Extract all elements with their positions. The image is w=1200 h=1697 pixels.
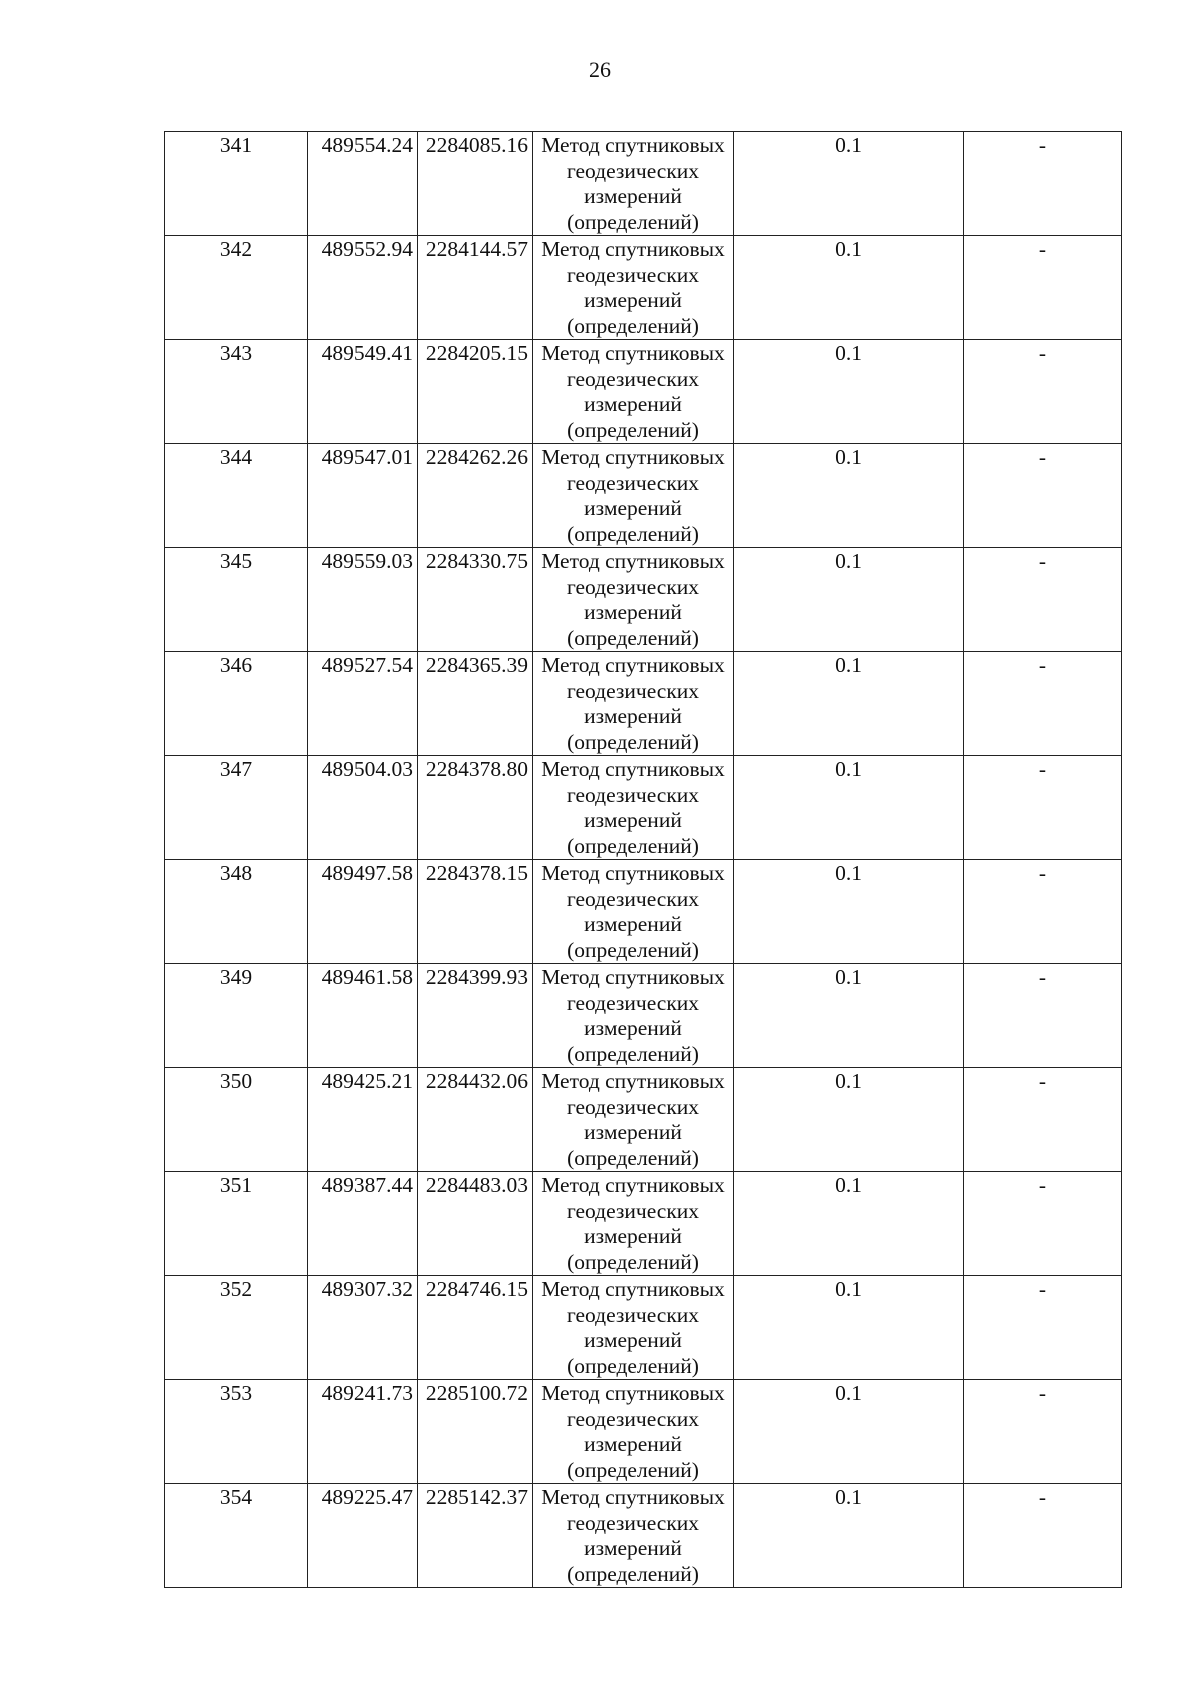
method-cell: Метод спутниковых геодезических измерений (определений) <box>533 340 734 444</box>
table-row <box>165 1068 1122 1172</box>
point-number-cell: 349 <box>165 964 308 1068</box>
x-coordinate-cell: 489241.73 <box>308 1380 418 1484</box>
note-cell: - <box>964 132 1122 236</box>
x-coordinate-cell: 489527.54 <box>308 652 418 756</box>
point-number-cell: 346 <box>165 652 308 756</box>
x-coordinate-cell: 489547.01 <box>308 444 418 548</box>
y-coordinate-cell: 2284262.26 <box>418 444 533 548</box>
note-cell: - <box>964 652 1122 756</box>
note-cell: - <box>964 1484 1122 1588</box>
table-row <box>165 132 1122 236</box>
accuracy-cell: 0.1 <box>734 340 964 444</box>
point-number-cell: 351 <box>165 1172 308 1276</box>
x-coordinate-cell: 489387.44 <box>308 1172 418 1276</box>
y-coordinate-cell: 2284746.15 <box>418 1276 533 1380</box>
accuracy-cell: 0.1 <box>734 1172 964 1276</box>
method-cell: Метод спутниковых геодезических измерений (определений) <box>533 236 734 340</box>
y-coordinate-cell: 2284399.93 <box>418 964 533 1068</box>
note-cell: - <box>964 548 1122 652</box>
point-number-cell: 350 <box>165 1068 308 1172</box>
method-cell: Метод спутниковых геодезических измерений (определений) <box>533 1380 734 1484</box>
x-coordinate-cell: 489497.58 <box>308 860 418 964</box>
accuracy-cell: 0.1 <box>734 1276 964 1380</box>
method-cell: Метод спутниковых геодезических измерений (определений) <box>533 756 734 860</box>
method-cell: Метод спутниковых геодезических измерений (определений) <box>533 1276 734 1380</box>
method-cell: Метод спутниковых геодезических измерений (определений) <box>533 1484 734 1588</box>
accuracy-cell: 0.1 <box>734 236 964 340</box>
method-cell: Метод спутниковых геодезических измерений (определений) <box>533 1068 734 1172</box>
accuracy-cell: 0.1 <box>734 652 964 756</box>
method-cell: Метод спутниковых геодезических измерений (определений) <box>533 1172 734 1276</box>
y-coordinate-cell: 2284378.80 <box>418 756 533 860</box>
method-cell: Метод спутниковых геодезических измерений (определений) <box>533 132 734 236</box>
x-coordinate-cell: 489461.58 <box>308 964 418 1068</box>
point-number-cell: 353 <box>165 1380 308 1484</box>
y-coordinate-cell: 2284085.16 <box>418 132 533 236</box>
note-cell: - <box>964 1380 1122 1484</box>
point-number-cell: 354 <box>165 1484 308 1588</box>
method-cell: Метод спутниковых геодезических измерений (определений) <box>533 652 734 756</box>
y-coordinate-cell: 2284483.03 <box>418 1172 533 1276</box>
method-cell: Метод спутниковых геодезических измерений (определений) <box>533 548 734 652</box>
table-row <box>165 860 1122 964</box>
y-coordinate-cell: 2285142.37 <box>418 1484 533 1588</box>
point-number-cell: 345 <box>165 548 308 652</box>
note-cell: - <box>964 860 1122 964</box>
accuracy-cell: 0.1 <box>734 860 964 964</box>
y-coordinate-cell: 2284432.06 <box>418 1068 533 1172</box>
method-cell: Метод спутниковых геодезических измерений (определений) <box>533 444 734 548</box>
point-number-cell: 347 <box>165 756 308 860</box>
x-coordinate-cell: 489225.47 <box>308 1484 418 1588</box>
point-number-cell: 344 <box>165 444 308 548</box>
point-number-cell: 343 <box>165 340 308 444</box>
note-cell: - <box>964 1172 1122 1276</box>
x-coordinate-cell: 489504.03 <box>308 756 418 860</box>
accuracy-cell: 0.1 <box>734 756 964 860</box>
note-cell: - <box>964 340 1122 444</box>
table-row <box>165 340 1122 444</box>
y-coordinate-cell: 2284205.15 <box>418 340 533 444</box>
point-number-cell: 342 <box>165 236 308 340</box>
point-number-cell: 341 <box>165 132 308 236</box>
note-cell: - <box>964 1068 1122 1172</box>
y-coordinate-cell: 2284144.57 <box>418 236 533 340</box>
point-number-cell: 352 <box>165 1276 308 1380</box>
table-row <box>165 548 1122 652</box>
table-row <box>165 1172 1122 1276</box>
y-coordinate-cell: 2285100.72 <box>418 1380 533 1484</box>
note-cell: - <box>964 756 1122 860</box>
table-row <box>165 1484 1122 1588</box>
accuracy-cell: 0.1 <box>734 444 964 548</box>
accuracy-cell: 0.1 <box>734 1068 964 1172</box>
coordinates-table <box>164 131 1122 1588</box>
table-row <box>165 1380 1122 1484</box>
method-cell: Метод спутниковых геодезических измерений (определений) <box>533 860 734 964</box>
page-number: 26 <box>589 57 611 82</box>
x-coordinate-cell: 489559.03 <box>308 548 418 652</box>
table-row <box>165 236 1122 340</box>
y-coordinate-cell: 2284378.15 <box>418 860 533 964</box>
method-cell: Метод спутниковых геодезических измерений (определений) <box>533 964 734 1068</box>
y-coordinate-cell: 2284330.75 <box>418 548 533 652</box>
note-cell: - <box>964 236 1122 340</box>
x-coordinate-cell: 489554.24 <box>308 132 418 236</box>
y-coordinate-cell: 2284365.39 <box>418 652 533 756</box>
note-cell: - <box>964 444 1122 548</box>
accuracy-cell: 0.1 <box>734 132 964 236</box>
note-cell: - <box>964 1276 1122 1380</box>
x-coordinate-cell: 489552.94 <box>308 236 418 340</box>
accuracy-cell: 0.1 <box>734 548 964 652</box>
coordinates-table-body <box>165 132 1122 1588</box>
point-number-cell: 348 <box>165 860 308 964</box>
accuracy-cell: 0.1 <box>734 1380 964 1484</box>
table-row <box>165 1276 1122 1380</box>
accuracy-cell: 0.1 <box>734 964 964 1068</box>
x-coordinate-cell: 489307.32 <box>308 1276 418 1380</box>
accuracy-cell: 0.1 <box>734 1484 964 1588</box>
table-row <box>165 652 1122 756</box>
x-coordinate-cell: 489549.41 <box>308 340 418 444</box>
x-coordinate-cell: 489425.21 <box>308 1068 418 1172</box>
table-row <box>165 444 1122 548</box>
note-cell: - <box>964 964 1122 1068</box>
table-row <box>165 756 1122 860</box>
table-row <box>165 964 1122 1068</box>
